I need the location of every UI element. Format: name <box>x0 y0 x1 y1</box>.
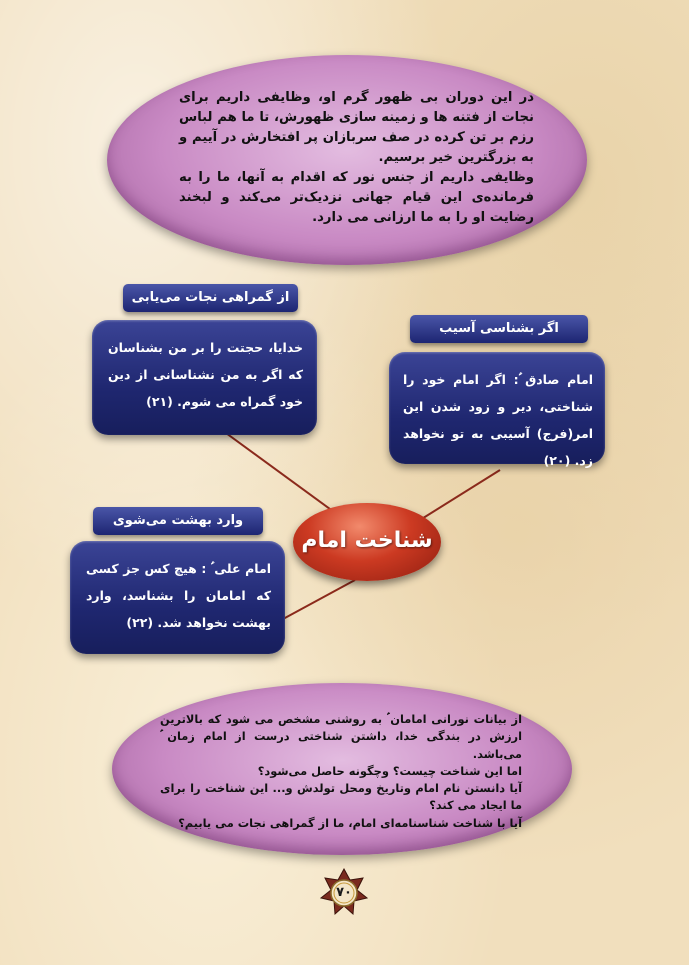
node-text-bottom-left: امام علی ؑ : هیچ کس جز کسی که امامان را بشناسد، وارد بهشت نخواهد شد. (۲۲) <box>86 561 271 630</box>
node-text-top-right: امام صادق ؑ: اگر امام خود را شناختی، دیر و زود شدن این امر(فرج) آسیبی به تو نخواهد زد. (۲۰) <box>403 372 593 468</box>
connector-top-right <box>420 470 500 520</box>
center-topic: شناخت امام <box>293 503 441 581</box>
node-title-top-left: از گمراهی نجات می‌یابی <box>123 284 298 312</box>
questions-ellipse <box>112 683 572 855</box>
node-text-top-left: خدایا، حجتت را بر من بشناسان که اگر به من نشناسانی از دین خود گمراه می شوم. (۲۱) <box>108 340 303 409</box>
node-box-bottom-left <box>70 541 285 654</box>
node-box-top-left <box>92 320 317 435</box>
intro-ellipse <box>107 55 587 265</box>
intro-paragraph-2: وظایفی داریم از جنس نور که اقدام به آنها، ما را به فرمانده‌ی این قیام جهانی نزدیک‌تر می‌کند و لبخند رضایت او را به ما ارزانی می دارد. <box>179 170 534 225</box>
connector-top-left <box>215 425 345 520</box>
node-title-top-right: اگر بشناسی آسیب <box>410 315 588 343</box>
question-line-3: آیا دانستن نام امام وتاریخ ومحل تولدش و... این شناخت را برای ما ایجاد می کند؟ <box>160 781 522 813</box>
page-number: ۷۰ <box>336 885 352 900</box>
question-line-2: اما این شناخت چیست؟ وچگونه حاصل می‌شود؟ <box>257 763 522 778</box>
intro-paragraph-1: در این دوران بی ظهور گرم او، وظایفی داریم برای نجات از فتنه ها و زمینه سازی ظهورش، تا ما هم لباس رزم بر تن کرده در صف سربازان پر افتخارش در آییم و به بزرگترین خیر برسیم. <box>179 90 534 165</box>
question-line-4: آیا با شناخت شناسنامه‌ای امام، ما از گمراهی نجات می یابیم؟ <box>178 815 522 830</box>
node-box-top-right <box>389 352 605 468</box>
node-title-bottom-left: وارد بهشت می‌شوی <box>93 507 263 535</box>
question-line-1: از بیانات نورانی امامان ؑ به روشنی مشخص می شود که بالاترین ارزش در بندگی خدا، داشتن شناختی درست از امام زمان ؑ می‌باشد. <box>160 712 522 761</box>
